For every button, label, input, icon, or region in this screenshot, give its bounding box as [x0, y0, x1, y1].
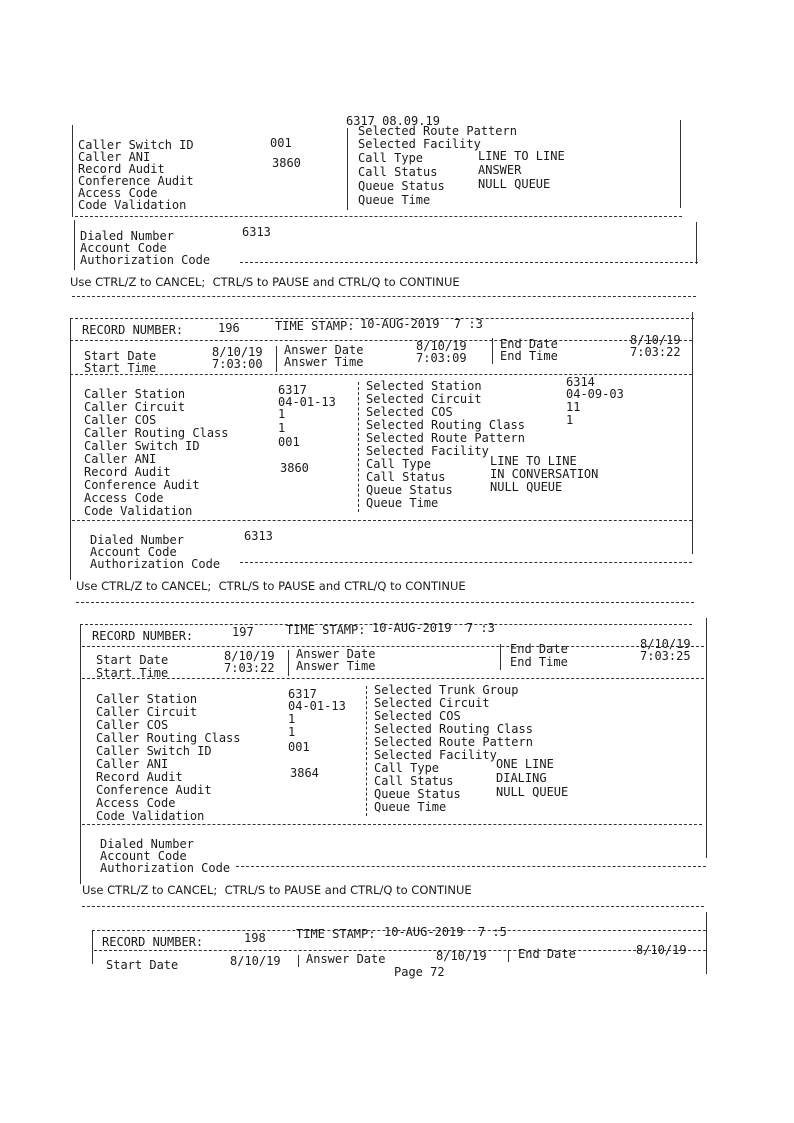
answer-date: 8/10/19	[416, 339, 467, 353]
label-access-code: Access Code	[84, 491, 164, 505]
label-selected-circuit: Selected Circuit	[374, 696, 490, 710]
label-access-code: Access Code	[96, 796, 176, 810]
time-stamp: 10-AUG-2019 7 :5	[384, 925, 507, 939]
answer-time: 7:03:09	[416, 351, 467, 365]
end-date: 8/10/19	[630, 333, 681, 347]
label-start-date: Start Date	[96, 653, 169, 667]
start-date: 8/10/19	[230, 954, 281, 968]
value-caller-switch-id: 001	[270, 136, 292, 150]
label-conference-audit: Conference Audit	[78, 174, 194, 188]
label-queue-time: Queue Time	[358, 193, 431, 207]
label-selected-route-pattern: Selected Route Pattern	[366, 431, 525, 445]
selected-circuit: 04-09-03	[566, 387, 624, 401]
value-call-type: LINE TO LINE	[478, 149, 565, 163]
left-border	[80, 624, 81, 884]
selected-routing-class: 1	[566, 413, 574, 427]
call-type: LINE TO LINE	[490, 454, 577, 468]
caller-circuit: 04-01-13	[278, 395, 336, 409]
label-account-code: Account Code	[90, 545, 177, 559]
selected-station: 6314	[566, 375, 595, 389]
label-caller-ani: Caller ANI	[78, 150, 151, 164]
divider	[82, 678, 704, 679]
label-answer-date: Answer Date	[296, 647, 376, 661]
label-record-audit: Record Audit	[78, 162, 165, 176]
caller-routing-class: 1	[288, 725, 296, 739]
label-authorization-code: Authorization Code	[90, 557, 221, 571]
divider	[72, 520, 692, 521]
end-date: 8/10/19	[640, 637, 691, 651]
label-selected-route-pattern: Selected Route Pattern	[358, 124, 517, 138]
label-caller-routing-class: Caller Routing Class	[84, 426, 229, 440]
label-start-time: Start Time	[84, 361, 157, 375]
left-border	[72, 125, 73, 217]
label-caller-cos: Caller COS	[84, 413, 157, 427]
label-caller-station: Caller Station	[84, 387, 186, 401]
call-status: DIALING	[496, 771, 547, 785]
divider	[72, 296, 696, 297]
caller-cos: 1	[278, 407, 286, 421]
label-time-stamp: TIME STAMP:	[275, 319, 355, 333]
label-end-time: End Time	[510, 655, 568, 669]
label-start-date: Start Date	[84, 349, 157, 363]
label-conference-audit: Conference Audit	[84, 478, 200, 492]
label-caller-routing-class: Caller Routing Class	[96, 731, 241, 745]
column-divider	[276, 346, 277, 372]
caller-circuit: 04-01-13	[288, 699, 346, 713]
label-record-number: RECORD NUMBER:	[92, 629, 194, 643]
cancel-prompt: Use CTRL/Z to CANCEL; CTRL/S to PAUSE and CTRL/Q to CONTINUE	[70, 275, 460, 289]
label-dialed-number: Dialed Number	[90, 533, 184, 547]
time-stamp: 10-AUG-2019 7 :3	[372, 621, 495, 635]
label-call-status: Call Status	[366, 470, 446, 484]
cancel-prompt: Use CTRL/Z to CANCEL; CTRL/S to PAUSE and CTRL/Q to CONTINUE	[76, 579, 466, 593]
divider	[240, 562, 692, 563]
label-answer-date: Answer Date	[306, 952, 386, 966]
call-status: IN CONVERSATION	[490, 467, 599, 481]
label-queue-time: Queue Time	[366, 496, 439, 510]
label-call-status: Call Status	[374, 774, 454, 788]
label-record-audit: Record Audit	[84, 465, 171, 479]
caller-switch-id: 001	[278, 435, 300, 449]
cancel-prompt: Use CTRL/Z to CANCEL; CTRL/S to PAUSE and CTRL/Q to CONTINUE	[82, 883, 472, 897]
label-caller-switch-id: Caller Switch ID	[84, 439, 200, 453]
end-date: 8/10/19	[636, 943, 687, 957]
record-number: 197	[232, 625, 254, 639]
label-record-number: RECORD NUMBER:	[82, 323, 184, 337]
label-end-time: End Time	[500, 349, 558, 363]
label-end-date: End Date	[510, 642, 568, 656]
divider	[94, 950, 706, 951]
label-end-date: End Date	[518, 947, 576, 961]
divider	[236, 866, 706, 867]
label-selected-facility: Selected Facility	[358, 137, 481, 151]
label-caller-ani: Caller ANI	[84, 452, 157, 466]
caller-station: 6317	[278, 383, 307, 397]
selected-cos: 11	[566, 400, 581, 414]
label-selected-cos: Selected COS	[374, 709, 461, 723]
label-caller-circuit: Caller Circuit	[96, 705, 198, 719]
label-code-validation: Code Validation	[84, 504, 193, 518]
label-caller-cos: Caller COS	[96, 718, 169, 732]
start-time: 7:03:00	[212, 357, 263, 371]
label-record-audit: Record Audit	[96, 770, 183, 784]
label-account-code: Account Code	[100, 849, 187, 863]
start-date: 8/10/19	[212, 345, 263, 359]
start-time: 7:03:22	[224, 661, 275, 675]
label-answer-time: Answer Time	[284, 355, 364, 369]
label-time-stamp: TIME STAMP:	[286, 623, 366, 637]
label-code-validation: Code Validation	[96, 809, 205, 823]
column-divider	[500, 644, 501, 670]
left-border	[92, 930, 93, 964]
label-end-date: End Date	[500, 337, 558, 351]
call-type: ONE LINE	[496, 757, 554, 771]
label-call-status: Call Status	[358, 165, 438, 179]
value-record-audit: 3860	[272, 156, 301, 170]
label-queue-time: Queue Time	[374, 800, 447, 814]
label-authorization-code: Authorization Code	[100, 861, 231, 875]
divider	[82, 906, 704, 907]
left-border	[74, 220, 75, 270]
label-call-type: Call Type	[366, 457, 432, 471]
right-border	[706, 912, 707, 974]
label-access-code: Access Code	[78, 186, 158, 200]
label-selected-cos: Selected COS	[366, 405, 453, 419]
label-authorization-code: Authorization Code	[80, 253, 211, 267]
left-border	[70, 318, 71, 580]
label-selected-facility: Selected Facility	[374, 748, 497, 762]
label-conference-audit: Conference Audit	[96, 783, 212, 797]
caller-cos: 1	[288, 712, 296, 726]
label-time-stamp: TIME STAMP:	[296, 927, 376, 941]
record-number: 196	[218, 321, 240, 335]
label-selected-facility: Selected Facility	[366, 444, 489, 458]
header-fragment: 6317 08.09.19	[346, 114, 440, 128]
label-dialed-number: Dialed Number	[80, 229, 174, 243]
time-stamp: 10-AUG-2019 7 :3	[360, 317, 483, 331]
label-selected-station: Selected Station	[366, 379, 482, 393]
right-border	[680, 120, 681, 208]
end-time: 7:03:22	[630, 345, 681, 359]
column-divider	[288, 650, 289, 676]
label-caller-ani: Caller ANI	[96, 757, 169, 771]
column-divider	[347, 128, 348, 210]
column-divider	[366, 686, 367, 816]
divider	[82, 824, 702, 825]
label-dialed-number: Dialed Number	[100, 837, 194, 851]
end-time: 7:03:25	[640, 649, 691, 663]
label-selected-trunk-group: Selected Trunk Group	[374, 683, 519, 697]
column-divider	[358, 382, 359, 512]
answer-date: 8/10/19	[436, 949, 487, 963]
label-call-type: Call Type	[358, 151, 424, 165]
label-queue-status: Queue Status	[366, 483, 453, 497]
queue-status: NULL QUEUE	[496, 785, 569, 799]
page-number: Page 72	[394, 965, 445, 979]
record-number: 198	[244, 931, 266, 945]
label-start-date: Start Date	[106, 958, 179, 972]
label-caller-switch-id: Caller Switch ID	[78, 138, 194, 152]
column-divider	[508, 950, 509, 962]
record-audit: 3864	[290, 766, 319, 780]
label-queue-status: Queue Status	[358, 179, 445, 193]
divider	[240, 262, 698, 263]
label-caller-station: Caller Station	[96, 692, 198, 706]
right-border	[696, 222, 697, 264]
dialed-number: 6313	[244, 529, 273, 543]
divider	[82, 646, 704, 647]
label-caller-circuit: Caller Circuit	[84, 400, 186, 414]
label-caller-switch-id: Caller Switch ID	[96, 744, 212, 758]
label-start-time: Start Time	[96, 666, 169, 680]
divider	[76, 602, 694, 603]
caller-routing-class: 1	[278, 421, 286, 435]
label-selected-route-pattern: Selected Route Pattern	[374, 735, 533, 749]
label-selected-routing-class: Selected Routing Class	[374, 722, 533, 736]
label-answer-date: Answer Date	[284, 343, 364, 357]
start-date: 8/10/19	[224, 649, 275, 663]
column-divider	[492, 338, 493, 364]
value-dialed-number: 6313	[242, 225, 271, 239]
record-audit: 3860	[280, 461, 309, 475]
right-border	[706, 618, 707, 858]
label-selected-circuit: Selected Circuit	[366, 392, 482, 406]
label-record-number: RECORD NUMBER:	[102, 935, 204, 949]
label-call-type: Call Type	[374, 761, 440, 775]
caller-switch-id: 001	[288, 740, 310, 754]
divider	[70, 340, 692, 341]
right-border	[692, 312, 693, 554]
column-divider	[298, 955, 299, 967]
divider	[70, 374, 692, 375]
label-answer-time: Answer Time	[296, 659, 376, 673]
caller-station: 6317	[288, 687, 317, 701]
divider	[75, 216, 682, 217]
value-call-status: ANSWER	[478, 163, 522, 177]
label-code-validation: Code Validation	[78, 198, 187, 212]
value-queue-status: NULL QUEUE	[478, 177, 551, 191]
label-selected-routing-class: Selected Routing Class	[366, 418, 525, 432]
queue-status: NULL QUEUE	[490, 480, 563, 494]
label-queue-status: Queue Status	[374, 787, 461, 801]
label-account-code: Account Code	[80, 241, 167, 255]
